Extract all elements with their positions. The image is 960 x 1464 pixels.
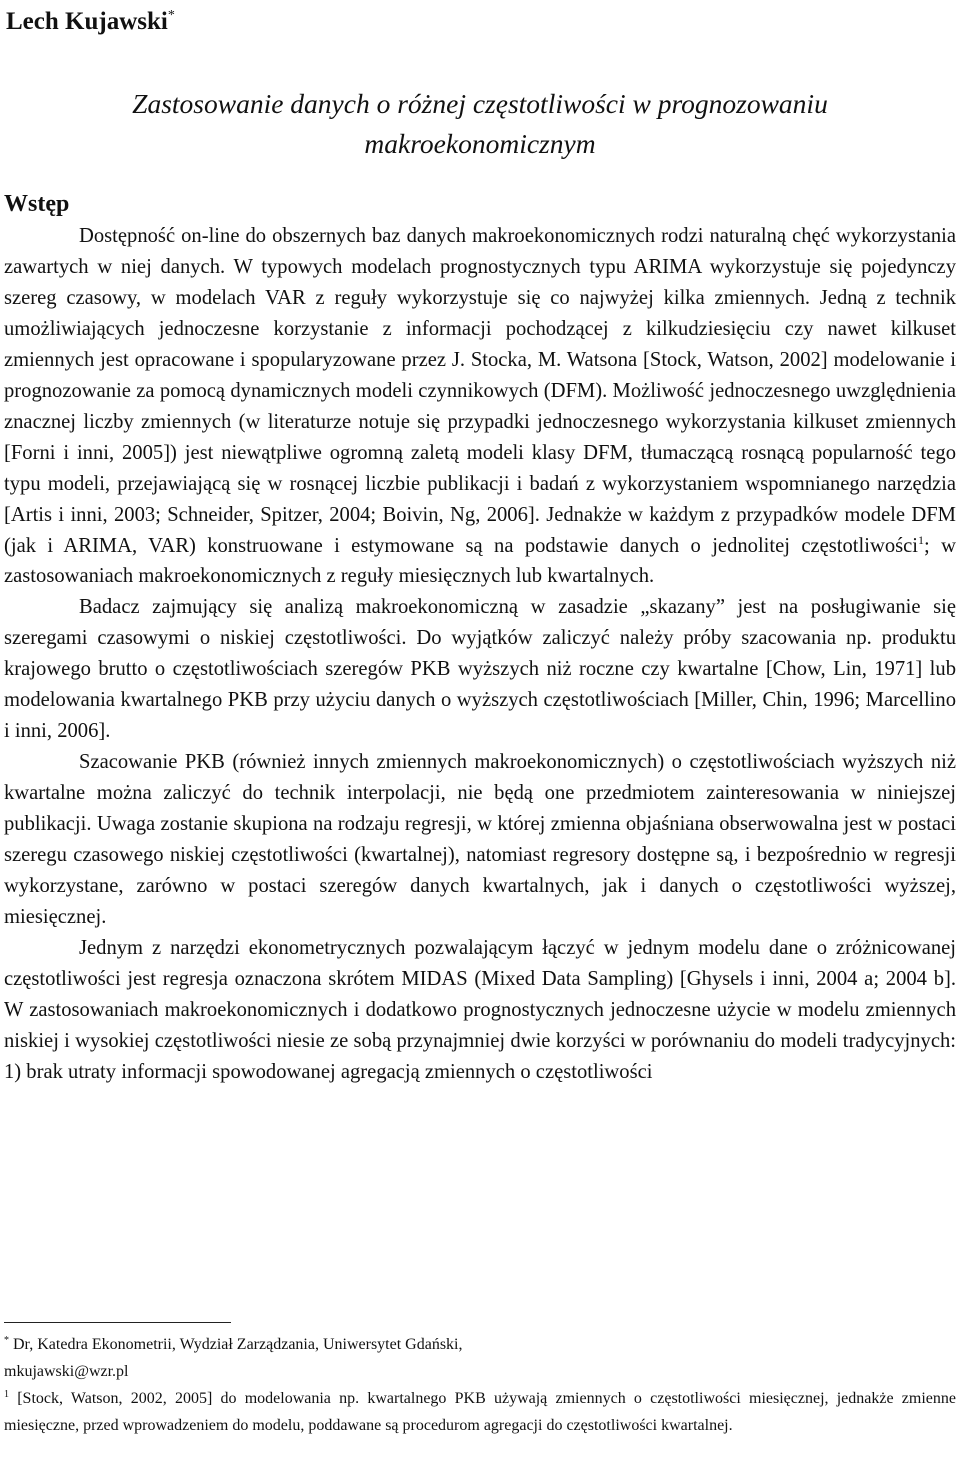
footnote-author-mark: * bbox=[4, 1335, 9, 1346]
footnote-author-email: mkujawski@wzr.pl bbox=[4, 1363, 129, 1380]
footnote-author-affiliation: Dr, Katedra Ekonometrii, Wydział Zarządzania, Uniwersytet Gdański, bbox=[9, 1336, 463, 1353]
paragraph-3: Szacowanie PKB (również innych zmiennych makroekonomicznych) o częstotliwościach wyższych niż kwartalne można zaliczyć do technik interpolacji, nie będą one przedmiotem zainteresowania w niniejszej publikacji. Uwaga zostanie skupiona na rodzaju regresji, w której zmienna objaśniana obserwowalna jest w postaci szeregu czasowego niskiej częstotliwości (kwartalnej), natomiast regresory dostępne są, i bezpośrednio w regresji wykorzystane, zarówno w postaci szeregów danych kwartalnych, jak i danych o częstotliwości wyższej, miesięcznej. bbox=[4, 751, 956, 928]
title-line-1: Zastosowanie danych o różnej częstotliwości w prognozowaniu bbox=[132, 88, 828, 119]
author-text: Lech Kujawski bbox=[6, 8, 168, 35]
paragraph-2: Badacz zajmujący się analizą makroekonomiczną w zasadzie „skazany” jest na posługiwanie się szeregami czasowymi o niskiej częstotliwości. Do wyjątków zaliczyć należy próby szacowania np. produktu krajowego brutto o częstotliwościach szeregów PKB wyższych niż roczne czy kwartalne [Chow, Lin, 1971] lub modelowania kwartalnego PKB przy użyciu danych o wyższych częstotliwościach [Miller, Chin, 1996; Marcellino i inni, 2006]. bbox=[4, 596, 956, 743]
footnotes bbox=[4, 1331, 956, 1439]
body-text bbox=[4, 221, 956, 1088]
paragraph-1-text-a: Dostępność on-line do obszernych baz danych makroekonomicznych rodzi naturalną chęć wykorzystania zawartych w niej danych. W typowych modelach prognostycznych typu ARIMA wykorzystuje się pojedynczy szereg czasowy, w modelach VAR z reguły wykorzystuje się co najwyżej kilka zmiennych. Jedną z technik umożliwiających jednoczesne korzystanie z informacji pochodzącej z kilkudziesięciu czy nawet kilkuset zmiennych jest opracowane i spopularyzowane przez J. Stocka, M. Watsona [Stock, Watson, 2002] modelowanie i prognozowanie za pomocą dynamicznych modeli czynnikowych (DFM). Możliwość jednoczesnego uwzględnienia znacznej liczby zmiennych (w literaturze notuje się przypadki jednoczesnego wykorzystania kilkuset zmiennych [Forni i inni, 2005]) jest niewątpliwe ogromną zaletą modeli klasy DFM, tłumaczącą rosnącą popularność tego typu modeli, przejawiającą się w rosnącej liczbie publikacji i badań z wykorzystaniem wspomnianego narzędzia [Artis i inni, 2003; Schneider, Spitzer, 2004; Boivin, Ng, 2006]. Jednakże w każdym z przypadków modele DFM (jak i ARIMA, VAR) konstruowane i estymowane są na podstawie danych o jednolitej częstotliwości bbox=[4, 225, 956, 557]
footnote-1-mark: 1 bbox=[4, 1389, 9, 1400]
paper-title bbox=[20, 84, 940, 164]
footnote-separator bbox=[4, 1322, 231, 1323]
footnote-1-text: [Stock, Watson, 2002, 2005] do modelowania np. kwartalnego PKB używają zmiennych o częstotliwości miesięcznej, jednakże zmienne miesięczne, przed wprowadzeniem do modelu, poddawane są procedurom agregacji do częstotliwości kwartalnej. bbox=[4, 1390, 956, 1434]
paragraph-4: Jednym z narzędzi ekonometrycznych pozwalającym łączyć w jednym modelu dane o zróżnicowanej częstotliwości jest regresja oznaczona skrótem MIDAS (Mixed Data Sampling) [Ghysels i inni, 2004 a; 2004 b]. W zastosowaniach makroekonomicznych i dodatkowo prognostycznych jednoczesne użycie w modelu zmiennych niskiej i wysokiej częstotliwości niesie ze sobą przynajmniej dwie korzyści w porównaniu do modeli tradycyjnych: 1) brak utraty informacji spowodowanej agregacją zmiennych o częstotliwości bbox=[4, 936, 956, 1083]
paragraph-1-text-b: ; w zastosowaniach makroekonomicznych z reguły miesięcznych lub kwartalnych. bbox=[4, 534, 956, 588]
footnote-author bbox=[4, 1331, 956, 1358]
author-footnote-mark: * bbox=[167, 8, 175, 23]
footnote-ref-1: 1 bbox=[918, 532, 925, 547]
paragraph-1 bbox=[4, 221, 956, 592]
author-name bbox=[6, 0, 175, 38]
title-line-2: makroekonomicznym bbox=[364, 128, 596, 159]
section-heading: Wstęp bbox=[4, 191, 70, 217]
footnote-1 bbox=[4, 1385, 956, 1439]
